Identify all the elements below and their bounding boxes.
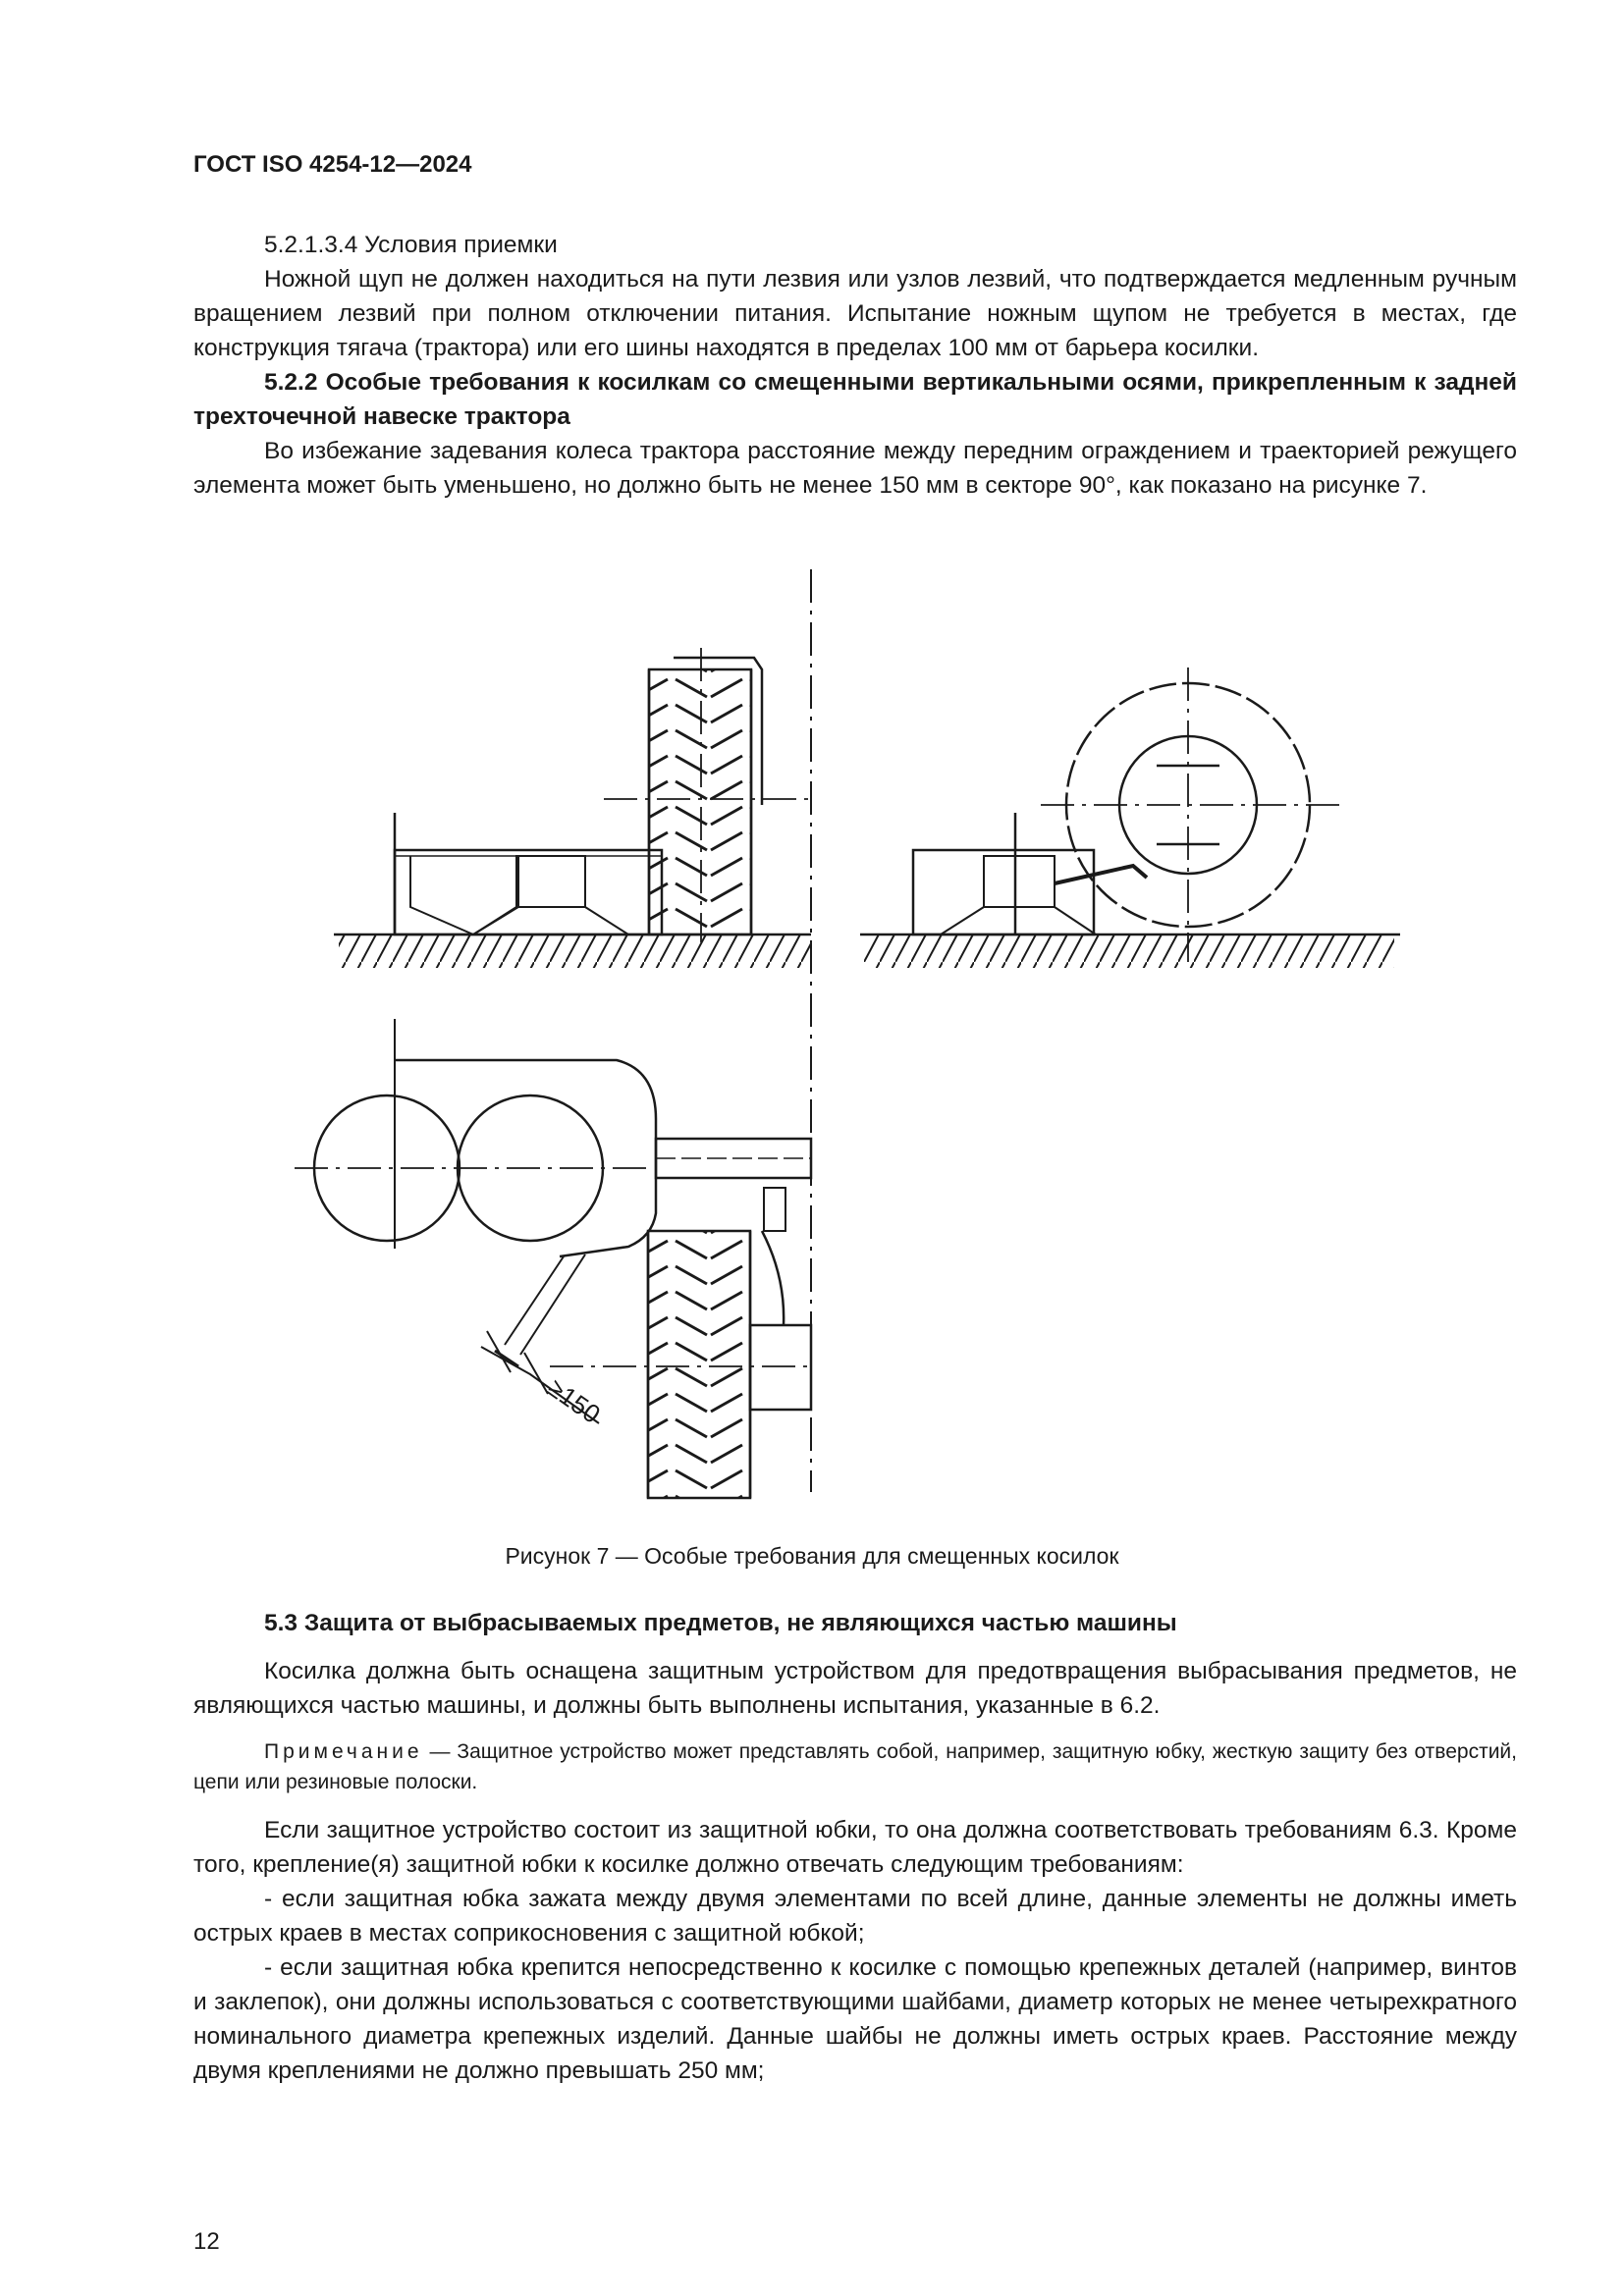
dimension-label: ≥150 xyxy=(542,1372,606,1429)
document-header: ГОСТ ISO 4254-12—2024 xyxy=(193,151,472,178)
section-5-3 xyxy=(193,1606,1517,2088)
paragraph: Если защитное устройство состоит из защитной юбки, то она должна соответствовать требованиям 6.3. Кроме того, крепление(я) защитной юбки к косилке должно отвечать следующим требованиям: xyxy=(193,1817,1517,1878)
paragraph: Ножной щуп не должен находиться на пути лезвия или узлов лезвий, что подтверждается медленным ручным вращением лезвий при полном отключении питания. Испытание ножным щупом не требуется в местах, где конструкция тягача (трактора) или его шины находятся в пределах 100 мм от барьера косилки. xyxy=(193,266,1517,361)
note-label: Примечание xyxy=(264,1740,423,1763)
mower-body xyxy=(913,850,1094,934)
ground-hatching xyxy=(339,934,810,968)
list-item: - если защитная юбка крепится непосредственно к косилке с помощью крепежных деталей (например, винтов и заклепок), они должны использоваться с соответствующими шайбами, диаметр которых не менее четырехкратного номинального диаметра крепежных изделий. Данные шайбы не должны иметь острых краев. Расстояние между двумя креплениями не должно превышать 250 мм; xyxy=(193,1954,1517,2084)
page-number: 12 xyxy=(193,2228,220,2255)
note-text: — Защитное устройство может представлять собой, например, защитную юбку, жесткую защиту без отверстий, цепи или резиновые полоски. xyxy=(193,1740,1517,1793)
section-5-2-1-3-4 xyxy=(193,228,1517,503)
paragraph: Во избежание задевания колеса трактора расстояние между передним ограждением и траекторией режущего элемента может быть уменьшено, но должно быть не менее 150 мм в секторе 90°, как показано на рисунке 7. xyxy=(193,438,1517,499)
tractor-tyre xyxy=(649,669,751,934)
section-heading: 5.3 Защита от выбрасываемых предметов, не являющихся частью машины xyxy=(264,1610,1177,1636)
figure-caption: Рисунок 7 — Особые требования для смещенных косилок xyxy=(505,1543,1119,1569)
list-item: - если защитная юбка зажата между двумя элементами по всей длине, данные элементы не должны иметь острых краев в местах соприкосновения с защитной юбкой; xyxy=(193,1886,1517,1947)
ground-hatching xyxy=(864,934,1394,968)
front-guard xyxy=(395,1060,656,1256)
paragraph: Косилка должна быть оснащена защитным устройством для предотвращения выбрасывания предметов, не являющихся частью машины, и должны быть выполнены испытания, указанные в 6.2. xyxy=(193,1658,1517,1719)
section-heading: 5.2.2 Особые требования к косилкам со смещенными вертикальными осями, прикрепленным к задней трехточечной навеске трактора xyxy=(193,369,1517,430)
tractor-tyre xyxy=(648,1231,750,1498)
mower-body xyxy=(395,850,662,934)
wheel-hub xyxy=(750,1325,811,1410)
subsection-title: 5.2.1.3.4 Условия приемки xyxy=(264,232,558,258)
figure-7-drawing xyxy=(0,550,1624,1531)
note xyxy=(193,1736,1517,1797)
